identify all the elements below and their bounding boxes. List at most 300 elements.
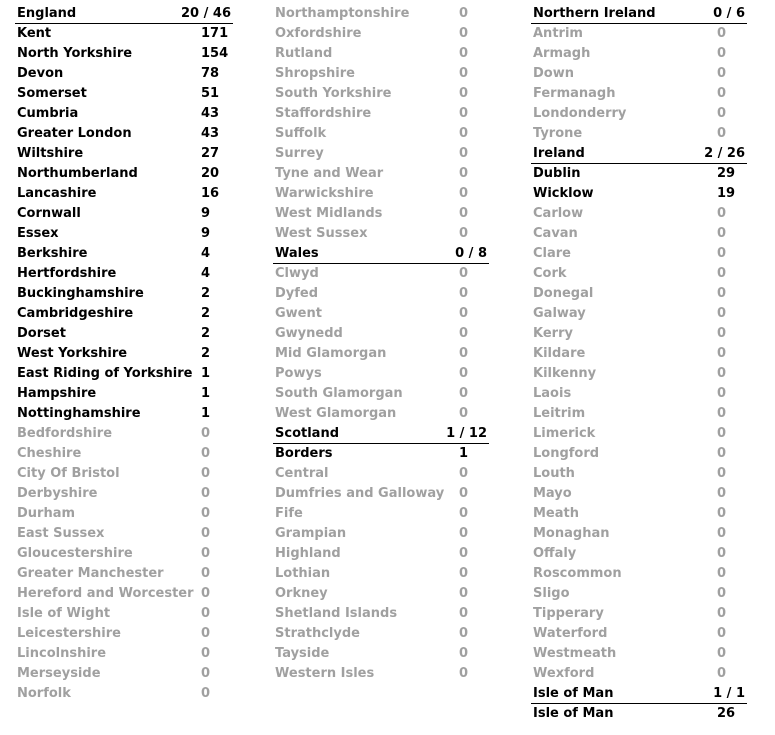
region-name: Galway	[533, 306, 586, 321]
region-count: 0	[717, 326, 727, 341]
region-name: Tyrone	[533, 126, 583, 141]
section-title: Northern Ireland	[533, 6, 656, 21]
region-row-wiltshire	[15, 144, 233, 164]
section-title: Wales	[275, 246, 319, 261]
region-count: 4	[201, 246, 211, 261]
region-name: Nottinghamshire	[17, 406, 141, 421]
region-count: 0	[717, 246, 727, 261]
region-name: Kilkenny	[533, 366, 597, 381]
region-count: 0	[459, 266, 469, 281]
region-name: Oxfordshire	[275, 26, 362, 41]
region-name: Merseyside	[17, 666, 101, 681]
region-name: South Glamorgan	[275, 386, 403, 401]
region-row-merseyside	[15, 664, 233, 684]
region-row-east-riding-of-yorkshire	[15, 364, 233, 384]
region-count: 0	[717, 306, 727, 321]
region-count: 0	[459, 166, 469, 181]
region-row-sligo	[531, 584, 747, 604]
region-name: West Glamorgan	[275, 406, 397, 421]
region-row-wexford	[531, 664, 747, 684]
region-count: 0	[717, 86, 727, 101]
region-row-south-yorkshire	[273, 84, 489, 104]
region-name: South Yorkshire	[275, 86, 392, 101]
region-count: 16	[201, 186, 220, 201]
region-name: Tayside	[275, 646, 330, 661]
region-name: West Midlands	[275, 206, 383, 221]
region-count: 0	[459, 346, 469, 361]
region-row-cumbria	[15, 104, 233, 124]
region-count: 0	[459, 226, 469, 241]
region-count: 0	[201, 606, 211, 621]
region-count: 0	[459, 546, 469, 561]
region-name: Dublin	[533, 166, 581, 181]
region-name: Waterford	[533, 626, 608, 641]
region-name: Clwyd	[275, 266, 319, 281]
region-count: 0	[717, 406, 727, 421]
region-count: 9	[201, 226, 211, 241]
column-2	[273, 4, 489, 684]
region-name: Shetland Islands	[275, 606, 398, 621]
region-row-cork	[531, 264, 747, 284]
region-name: Fife	[275, 506, 303, 521]
region-name: Meath	[533, 506, 579, 521]
region-row-mayo	[531, 484, 747, 504]
region-row-laois	[531, 384, 747, 404]
region-name: Northamptonshire	[275, 6, 410, 21]
region-name: Staffordshire	[275, 106, 372, 121]
region-name: Kildare	[533, 346, 586, 361]
section-header-wales	[273, 244, 489, 264]
region-row-western-isles	[273, 664, 489, 684]
region-name: Sligo	[533, 586, 570, 601]
region-row-clwyd	[273, 264, 489, 284]
region-row-hereford-and-worcester	[15, 584, 233, 604]
region-count: 0	[201, 466, 211, 481]
region-name: Leitrim	[533, 406, 586, 421]
region-name: Powys	[275, 366, 322, 381]
region-name: Hampshire	[17, 386, 97, 401]
section-summary: 1 / 12	[446, 426, 487, 441]
region-row-oxfordshire	[273, 24, 489, 44]
region-row-tipperary	[531, 604, 747, 624]
region-count: 9	[201, 206, 211, 221]
region-row-surrey	[273, 144, 489, 164]
region-count: 0	[459, 26, 469, 41]
region-row-shetland-islands	[273, 604, 489, 624]
region-row-gloucestershire	[15, 544, 233, 564]
region-count: 0	[717, 46, 727, 61]
region-row-bedfordshire	[15, 424, 233, 444]
region-row-hertfordshire	[15, 264, 233, 284]
region-row-isle-of-man	[531, 704, 747, 724]
region-row-kent	[15, 24, 233, 44]
region-row-somerset	[15, 84, 233, 104]
region-row-staffordshire	[273, 104, 489, 124]
region-count: 0	[201, 546, 211, 561]
region-row-waterford	[531, 624, 747, 644]
region-count: 0	[717, 106, 727, 121]
region-row-tyrone	[531, 124, 747, 144]
region-name: City Of Bristol	[17, 466, 120, 481]
region-count: 0	[459, 586, 469, 601]
region-row-berkshire	[15, 244, 233, 264]
region-count: 0	[459, 206, 469, 221]
region-name: Devon	[17, 66, 64, 81]
region-name: Cheshire	[17, 446, 82, 461]
region-row-west-glamorgan	[273, 404, 489, 424]
region-name: Warwickshire	[275, 186, 374, 201]
region-count: 51	[201, 86, 220, 101]
region-row-leitrim	[531, 404, 747, 424]
region-row-kerry	[531, 324, 747, 344]
region-name: Cornwall	[17, 206, 81, 221]
region-row-westmeath	[531, 644, 747, 664]
region-count: 0	[459, 646, 469, 661]
region-count: 0	[459, 86, 469, 101]
region-name: Strathclyde	[275, 626, 360, 641]
region-count: 4	[201, 266, 211, 281]
region-row-rutland	[273, 44, 489, 64]
region-name: Wiltshire	[17, 146, 84, 161]
region-name: Longford	[533, 446, 600, 461]
region-name: Wicklow	[533, 186, 594, 201]
region-row-highland	[273, 544, 489, 564]
region-name: Greater Manchester	[17, 566, 164, 581]
region-row-monaghan	[531, 524, 747, 544]
region-name: Westmeath	[533, 646, 617, 661]
region-name: Grampian	[275, 526, 347, 541]
region-row-essex	[15, 224, 233, 244]
region-count: 0	[459, 326, 469, 341]
region-count: 0	[201, 426, 211, 441]
region-name: Greater London	[17, 126, 132, 141]
region-count: 19	[717, 186, 736, 201]
region-name: Gwent	[275, 306, 322, 321]
region-count: 26	[717, 706, 736, 721]
region-row-powys	[273, 364, 489, 384]
region-row-longford	[531, 444, 747, 464]
region-name: Isle of Man	[533, 706, 614, 721]
region-row-clare	[531, 244, 747, 264]
region-count: 0	[717, 126, 727, 141]
region-name: West Yorkshire	[17, 346, 128, 361]
region-count: 0	[717, 26, 727, 41]
region-row-devon	[15, 64, 233, 84]
region-name: Somerset	[17, 86, 87, 101]
region-count: 0	[717, 446, 727, 461]
region-row-northamptonshire	[273, 4, 489, 24]
region-row-armagh	[531, 44, 747, 64]
region-row-nottinghamshire	[15, 404, 233, 424]
region-count: 0	[201, 486, 211, 501]
region-name: Orkney	[275, 586, 328, 601]
region-count: 0	[717, 646, 727, 661]
region-count: 0	[717, 66, 727, 81]
section-title: Isle of Man	[533, 686, 614, 701]
region-row-orkney	[273, 584, 489, 604]
region-count: 0	[459, 6, 469, 21]
region-name: Cork	[533, 266, 567, 281]
region-row-galway	[531, 304, 747, 324]
region-row-tyne-and-wear	[273, 164, 489, 184]
region-count: 43	[201, 106, 220, 121]
region-name: Buckinghamshire	[17, 286, 144, 301]
section-summary: 20 / 46	[181, 6, 231, 21]
region-name: Down	[533, 66, 574, 81]
region-name: Gloucestershire	[17, 546, 133, 561]
region-row-kilkenny	[531, 364, 747, 384]
region-name: Suffolk	[275, 126, 327, 141]
section-header-scotland	[273, 424, 489, 444]
region-row-strathclyde	[273, 624, 489, 644]
section-title: England	[17, 6, 77, 21]
region-count: 0	[459, 386, 469, 401]
region-name: Tipperary	[533, 606, 604, 621]
section-title: Ireland	[533, 146, 585, 161]
region-count: 0	[717, 286, 727, 301]
region-row-grampian	[273, 524, 489, 544]
region-count: 0	[459, 566, 469, 581]
section-header-northern-ireland	[531, 4, 747, 24]
region-count: 1	[201, 366, 211, 381]
region-row-lancashire	[15, 184, 233, 204]
region-count: 171	[201, 26, 229, 41]
region-name: Borders	[275, 446, 333, 461]
region-count: 0	[459, 66, 469, 81]
region-name: Shropshire	[275, 66, 355, 81]
region-name: Bedfordshire	[17, 426, 113, 441]
region-name: Surrey	[275, 146, 324, 161]
region-name: Lancashire	[17, 186, 97, 201]
region-count: 0	[717, 586, 727, 601]
region-name: Essex	[17, 226, 59, 241]
region-count: 0	[717, 366, 727, 381]
region-count: 0	[717, 526, 727, 541]
region-row-antrim	[531, 24, 747, 44]
region-name: Lothian	[275, 566, 331, 581]
region-count: 2	[201, 286, 211, 301]
region-count: 0	[201, 686, 211, 701]
region-row-tayside	[273, 644, 489, 664]
region-row-limerick	[531, 424, 747, 444]
region-name: Gwynedd	[275, 326, 343, 341]
region-name: Lincolnshire	[17, 646, 107, 661]
region-name: Dyfed	[275, 286, 319, 301]
region-name: Leicestershire	[17, 626, 121, 641]
region-count: 0	[459, 306, 469, 321]
region-count: 0	[201, 526, 211, 541]
region-name: Offaly	[533, 546, 577, 561]
region-name: Hereford and Worcester	[17, 586, 194, 601]
region-row-gwent	[273, 304, 489, 324]
region-row-central	[273, 464, 489, 484]
region-name: Monaghan	[533, 526, 610, 541]
region-count: 43	[201, 126, 220, 141]
region-row-east-sussex	[15, 524, 233, 544]
region-row-gwynedd	[273, 324, 489, 344]
region-count: 1	[459, 446, 469, 461]
section-summary: 0 / 6	[713, 6, 745, 21]
region-count: 154	[201, 46, 229, 61]
region-name: Central	[275, 466, 329, 481]
region-name: North Yorkshire	[17, 46, 133, 61]
region-count: 2	[201, 306, 211, 321]
region-row-lincolnshire	[15, 644, 233, 664]
region-row-buckinghamshire	[15, 284, 233, 304]
column-3	[531, 4, 747, 724]
region-row-leicestershire	[15, 624, 233, 644]
section-summary: 2 / 26	[704, 146, 745, 161]
region-row-borders	[273, 444, 489, 464]
region-count: 0	[717, 666, 727, 681]
region-count: 0	[717, 626, 727, 641]
region-row-dumfries-and-galloway	[273, 484, 489, 504]
region-name: Londonderry	[533, 106, 627, 121]
region-count: 0	[717, 386, 727, 401]
region-count: 29	[717, 166, 736, 181]
section-title: Scotland	[275, 426, 340, 441]
region-count: 0	[459, 106, 469, 121]
region-name: West Sussex	[275, 226, 368, 241]
region-count: 0	[459, 666, 469, 681]
region-count: 0	[717, 206, 727, 221]
region-count: 0	[717, 506, 727, 521]
region-row-west-yorkshire	[15, 344, 233, 364]
region-count: 0	[201, 666, 211, 681]
region-name: Fermanagh	[533, 86, 616, 101]
region-name: Cumbria	[17, 106, 79, 121]
region-row-roscommon	[531, 564, 747, 584]
region-row-south-glamorgan	[273, 384, 489, 404]
region-row-cambridgeshire	[15, 304, 233, 324]
region-row-derbyshire	[15, 484, 233, 504]
region-row-dorset	[15, 324, 233, 344]
region-count: 20	[201, 166, 220, 181]
region-count: 0	[717, 426, 727, 441]
region-count: 0	[459, 526, 469, 541]
region-name: Mayo	[533, 486, 572, 501]
region-row-louth	[531, 464, 747, 484]
region-count: 0	[717, 486, 727, 501]
region-name: Hertfordshire	[17, 266, 117, 281]
region-name: Roscommon	[533, 566, 622, 581]
region-row-west-sussex	[273, 224, 489, 244]
region-row-fife	[273, 504, 489, 524]
region-row-durham	[15, 504, 233, 524]
region-count: 0	[459, 366, 469, 381]
region-row-wicklow	[531, 184, 747, 204]
region-name: East Sussex	[17, 526, 105, 541]
region-row-suffolk	[273, 124, 489, 144]
region-row-dublin	[531, 164, 747, 184]
region-count: 0	[459, 146, 469, 161]
region-row-greater-london	[15, 124, 233, 144]
region-row-hampshire	[15, 384, 233, 404]
region-name: Norfolk	[17, 686, 71, 701]
region-row-donegal	[531, 284, 747, 304]
section-summary: 1 / 1	[713, 686, 745, 701]
region-row-carlow	[531, 204, 747, 224]
region-row-kildare	[531, 344, 747, 364]
region-name: Dorset	[17, 326, 66, 341]
region-count: 0	[717, 226, 727, 241]
region-count: 0	[459, 466, 469, 481]
region-row-cavan	[531, 224, 747, 244]
region-row-dyfed	[273, 284, 489, 304]
section-summary: 0 / 8	[455, 246, 487, 261]
region-name: Antrim	[533, 26, 583, 41]
region-name: Donegal	[533, 286, 594, 301]
region-count: 0	[459, 506, 469, 521]
region-name: Cambridgeshire	[17, 306, 134, 321]
region-count: 0	[717, 266, 727, 281]
region-count: 0	[717, 466, 727, 481]
region-name: Isle of Wight	[17, 606, 111, 621]
region-name: Cavan	[533, 226, 578, 241]
region-count: 78	[201, 66, 220, 81]
region-row-cheshire	[15, 444, 233, 464]
region-row-west-midlands	[273, 204, 489, 224]
region-count: 0	[459, 626, 469, 641]
region-row-greater-manchester	[15, 564, 233, 584]
region-row-isle-of-wight	[15, 604, 233, 624]
region-name: Carlow	[533, 206, 584, 221]
region-count: 0	[717, 606, 727, 621]
region-row-fermanagh	[531, 84, 747, 104]
region-count: 0	[201, 646, 211, 661]
region-count: 0	[201, 506, 211, 521]
region-count: 0	[717, 566, 727, 581]
region-row-city-of-bristol	[15, 464, 233, 484]
region-name: Kent	[17, 26, 52, 41]
region-name: Clare	[533, 246, 571, 261]
region-row-norfolk	[15, 684, 233, 704]
region-count: 2	[201, 346, 211, 361]
region-row-londonderry	[531, 104, 747, 124]
section-header-isle-of-man	[531, 684, 747, 704]
region-row-cornwall	[15, 204, 233, 224]
region-name: Northumberland	[17, 166, 138, 181]
region-row-mid-glamorgan	[273, 344, 489, 364]
region-name: Highland	[275, 546, 341, 561]
region-count: 0	[459, 406, 469, 421]
region-count: 0	[459, 606, 469, 621]
region-name: Derbyshire	[17, 486, 98, 501]
region-count: 0	[201, 586, 211, 601]
region-name: Durham	[17, 506, 76, 521]
region-name: Laois	[533, 386, 572, 401]
region-count: 27	[201, 146, 220, 161]
region-name: Tyne and Wear	[275, 166, 384, 181]
region-count: 0	[459, 286, 469, 301]
region-count: 0	[459, 46, 469, 61]
region-count: 0	[201, 626, 211, 641]
region-count: 1	[201, 386, 211, 401]
region-count: 0	[201, 566, 211, 581]
region-name: Louth	[533, 466, 575, 481]
region-count: 0	[459, 186, 469, 201]
section-header-england	[15, 4, 233, 24]
region-row-shropshire	[273, 64, 489, 84]
region-count: 1	[201, 406, 211, 421]
region-count: 0	[459, 486, 469, 501]
region-count: 2	[201, 326, 211, 341]
section-header-ireland	[531, 144, 747, 164]
region-name: Kerry	[533, 326, 573, 341]
region-name: Rutland	[275, 46, 333, 61]
region-name: Limerick	[533, 426, 596, 441]
region-name: Berkshire	[17, 246, 88, 261]
